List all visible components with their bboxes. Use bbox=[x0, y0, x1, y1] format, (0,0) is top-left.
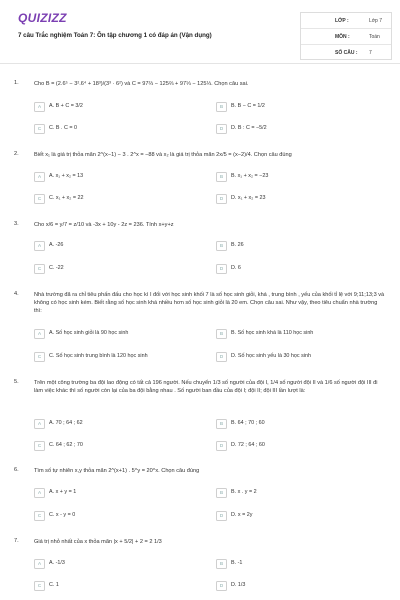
option-text: C. 64 ; 62 ; 70 bbox=[49, 442, 83, 448]
option-letter-box: A bbox=[34, 559, 45, 569]
quizizz-logo[interactable]: QUIZIZZ bbox=[18, 11, 67, 25]
option-text: D. 72 ; 64 ; 60 bbox=[231, 442, 265, 448]
option-text: C. B . C = 0 bbox=[49, 125, 78, 131]
option-letter-box: D bbox=[216, 511, 227, 521]
meta-key: MÔN : bbox=[335, 34, 350, 40]
question-text: Giá trị nhỏ nhất của x thỏa mãn |x + 5/2| + 2 = 2 1/3 bbox=[34, 539, 162, 545]
meta-value: 7 bbox=[369, 50, 372, 56]
option-letter-box: C bbox=[34, 352, 45, 362]
question-number: 5. bbox=[14, 379, 19, 385]
question-number: 3. bbox=[14, 221, 19, 227]
option-letter-box: D bbox=[216, 124, 227, 134]
option-letter-box: D bbox=[216, 264, 227, 274]
option-letter-box: C bbox=[34, 264, 45, 274]
option-text: D. Số học sinh yếu là 30 học sinh bbox=[231, 353, 312, 359]
option-text: A. Số học sinh giỏi là 90 học sinh bbox=[49, 330, 129, 336]
option-text: C. -22 bbox=[49, 265, 64, 271]
page-title: 7 câu Trắc nghiệm Toán 7: Ôn tập chương 1 có đáp án (Vận dụng) bbox=[18, 32, 212, 39]
option-text: D. 1/3 bbox=[231, 582, 246, 588]
option-letter-box: A bbox=[34, 102, 45, 112]
meta-key: LỚP : bbox=[335, 18, 349, 24]
option-letter-box: B bbox=[216, 419, 227, 429]
meta-row-grade bbox=[301, 13, 391, 29]
question-text: Cho B = (2.6⁵ − 3².6⁴ + 18³)/(3³ · 6²) và C = 97⅔ − 125⅔ + 97⅓ − 125⅓. Chọn câu sai. bbox=[34, 81, 249, 87]
option-text: A. -1/3 bbox=[49, 560, 65, 566]
option-letter-box: A bbox=[34, 329, 45, 339]
question-text: Biết x₁ là giá trị thỏa mãn 2^(x−1) − 3 . 2^x = −88 và x₂ là giá trị thỏa mãn 2x/5 = (x−2)/4. Chọn câu đúng bbox=[34, 152, 292, 158]
option-letter-box: D bbox=[216, 581, 227, 591]
option-letter-box: A bbox=[34, 419, 45, 429]
header bbox=[0, 0, 400, 62]
option-letter-box: A bbox=[34, 241, 45, 251]
meta-row-count bbox=[301, 45, 391, 60]
option-letter-box: C bbox=[34, 124, 45, 134]
option-letter-box: B bbox=[216, 559, 227, 569]
option-text: B. x . y = 2 bbox=[231, 489, 257, 495]
option-letter-box: C bbox=[34, 581, 45, 591]
question-text: Cho x/6 = y/7 = z/10 và -3x + 10y - 2z = 236. Tính x+y+z bbox=[34, 222, 174, 228]
option-text: B. 26 bbox=[231, 242, 244, 248]
option-text: B. x₁ + x₂ = −23 bbox=[231, 173, 269, 179]
option-text: A. 70 ; 64 ; 62 bbox=[49, 420, 83, 426]
question-text: Tìm số tự nhiên x,y thỏa mãn 2^(x+1) . 5^y = 20^x. Chọn câu đúng bbox=[34, 468, 200, 474]
option-letter-box: B bbox=[216, 172, 227, 182]
meta-key: SỐ CÂU : bbox=[335, 50, 358, 56]
option-text: B. 64 ; 70 ; 60 bbox=[231, 420, 265, 426]
option-text: D. B : C = −5/2 bbox=[231, 125, 267, 131]
option-text: B. Số học sinh khá là 110 học sinh bbox=[231, 330, 314, 336]
option-text: C. x₁ + x₂ = 22 bbox=[49, 195, 84, 201]
option-letter-box: A bbox=[34, 488, 45, 498]
option-text: A. B + C = 3/2 bbox=[49, 103, 83, 109]
question-number: 6. bbox=[14, 467, 19, 473]
question-text: Trên một công trường ba đội lao động có tất cả 196 người. Nếu chuyển 1/3 số người của đội I, 1/4 số người đội II và 1/6 số người đội III đi làm việc khác thì số người còn lại của ba đội bằng nhau . Số người ban đầu của đội I; đội II; đội III lần lượt là: bbox=[34, 380, 378, 394]
option-letter-box: D bbox=[216, 441, 227, 451]
option-letter-box: D bbox=[216, 194, 227, 204]
option-letter-box: C bbox=[34, 194, 45, 204]
option-text: C. 1 bbox=[49, 582, 59, 588]
option-text: D. x = 2y bbox=[231, 512, 253, 518]
meta-row-subject bbox=[301, 29, 391, 45]
meta-value: Toán bbox=[369, 34, 380, 40]
option-text: C. Số học sinh trung bình là 120 học sinh bbox=[49, 353, 148, 359]
meta-value: Lớp 7 bbox=[369, 18, 383, 24]
option-text: A. x₁ + x₂ = 13 bbox=[49, 173, 84, 179]
option-letter-box: C bbox=[34, 511, 45, 521]
option-text: B. B − C = 1/2 bbox=[231, 103, 265, 109]
question-number: 2. bbox=[14, 151, 19, 157]
question-number: 4. bbox=[14, 291, 19, 297]
question-number: 1. bbox=[14, 80, 19, 86]
option-letter-box: C bbox=[34, 441, 45, 451]
option-letter-box: B bbox=[216, 329, 227, 339]
option-text: D. 6 bbox=[231, 265, 241, 271]
option-letter-box: B bbox=[216, 488, 227, 498]
option-text: C. x - y = 0 bbox=[49, 512, 76, 518]
option-letter-box: A bbox=[34, 172, 45, 182]
question-number: 7. bbox=[14, 538, 19, 544]
option-text: A. -26 bbox=[49, 242, 64, 248]
question-text: Nhà trường đã ra chỉ tiêu phấn đấu cho học kì I đối với học sinh khối 7 là số học sinh giỏi, khá , trung bình , yếu của khối tỉ lệ với 9;11;13;3 và không có học sinh kém. Biết rằng số học sinh khá nhiều hơn số học sinh giỏi là 20 em. Chọn câu sai. Như vậy, theo tiêu chuẩn nhà trường thì: bbox=[34, 292, 385, 314]
meta-table bbox=[300, 12, 392, 60]
option-letter-box: B bbox=[216, 102, 227, 112]
header-divider bbox=[0, 63, 400, 64]
option-text: D. x₁ + x₂ = 23 bbox=[231, 195, 266, 201]
option-letter-box: D bbox=[216, 352, 227, 362]
option-text: A. x + y = 1 bbox=[49, 489, 77, 495]
option-letter-box: B bbox=[216, 241, 227, 251]
option-text: B. -1 bbox=[231, 560, 243, 566]
